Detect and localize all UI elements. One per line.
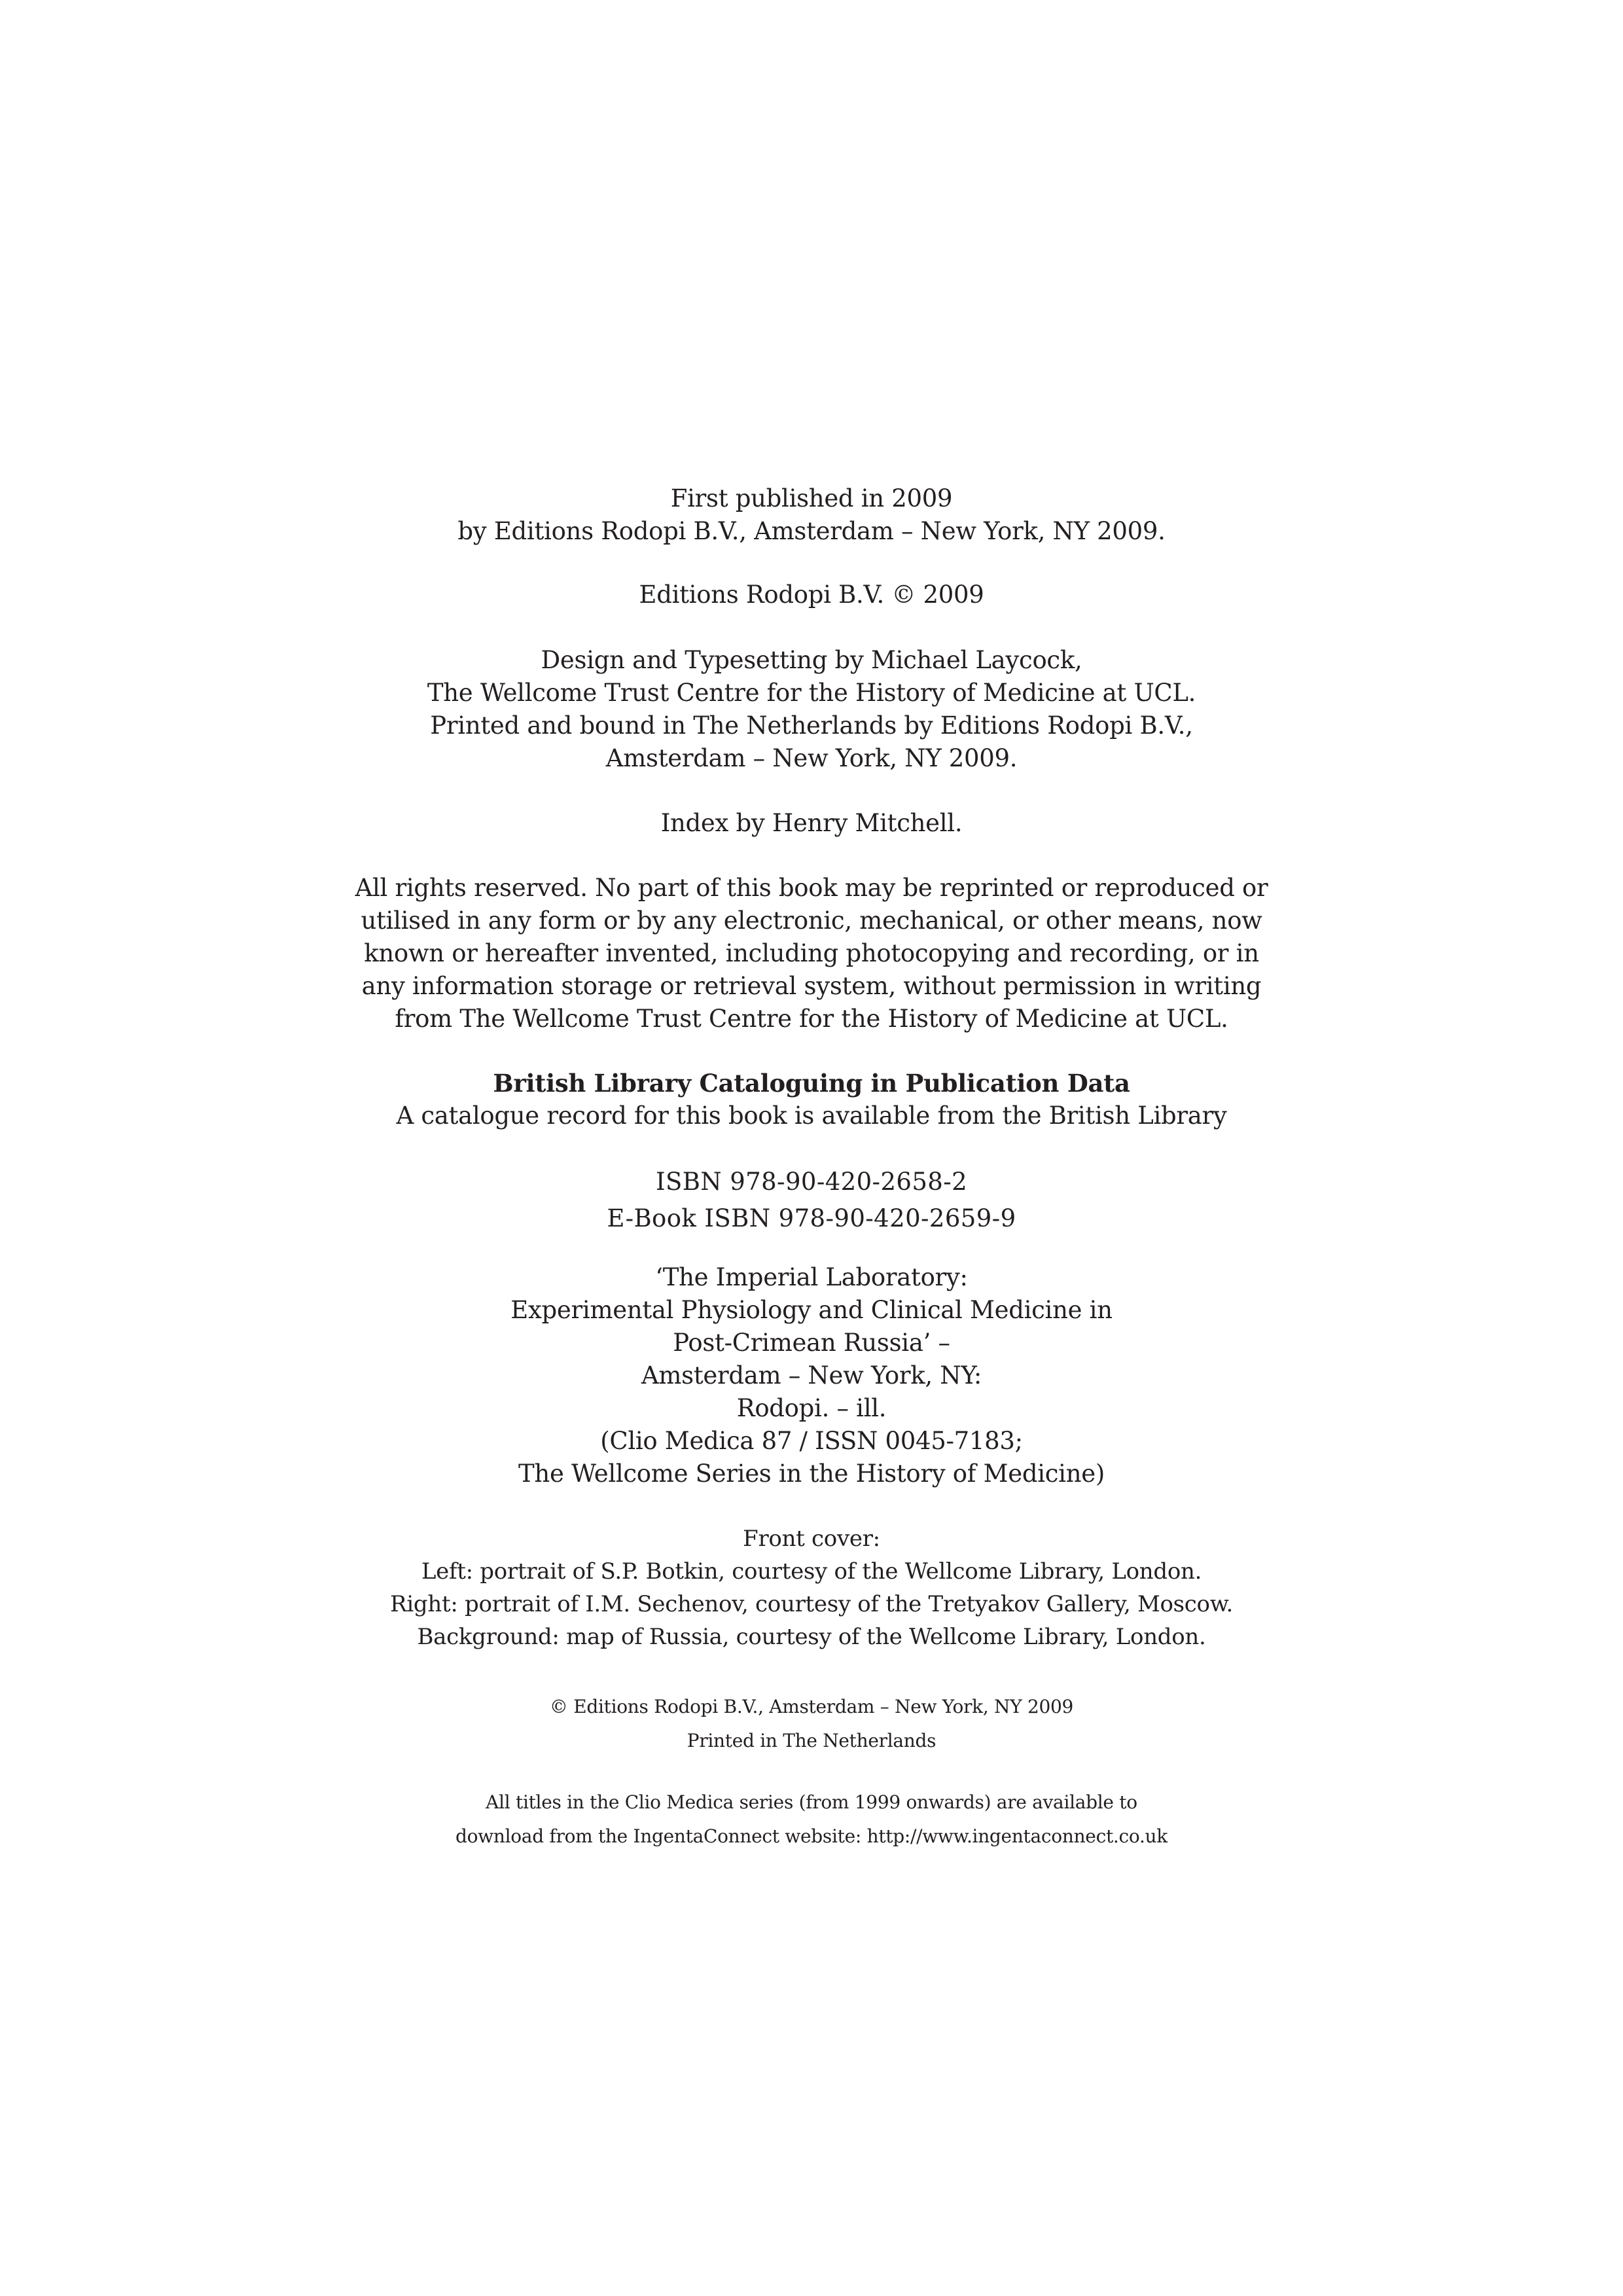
- front-cover-left-credit: Left: portrait of S.P. Botkin, courtesy of the Wellcome Library, London.: [421, 1558, 1202, 1585]
- rights-line: from The Wellcome Trust Centre for the History of Medicine at UCL.: [395, 1005, 1228, 1033]
- copyright-notice-block: [0, 579, 1623, 611]
- publisher-copyright-line: © Editions Rodopi B.V., Amsterdam – New York, NY 2009: [549, 1696, 1074, 1717]
- design-typesetting-block: [0, 644, 1623, 775]
- front-cover-heading: Front cover:: [743, 1526, 880, 1552]
- online-download-line: download from the IngentaConnect website: http://www.ingentaconnect.co.uk: [455, 1825, 1168, 1847]
- index-credit-block: [0, 807, 1623, 840]
- first-published-block: [0, 482, 1623, 548]
- publisher-location-line: by Editions Rodopi B.V., Amsterdam – New York, NY 2009.: [457, 517, 1166, 545]
- title-record-block: [0, 1261, 1623, 1490]
- title-record-line: The Wellcome Series in the History of Medicine): [518, 1460, 1105, 1488]
- printed-in-line: Printed in The Netherlands: [687, 1730, 936, 1751]
- front-cover-background-credit: Background: map of Russia, courtesy of the Wellcome Library, London.: [417, 1624, 1206, 1650]
- rights-line: known or hereafter invented, including photocopying and recording, or in: [364, 939, 1259, 967]
- isbn-print: ISBN 978-90-420-2658-2: [655, 1168, 968, 1196]
- printing-location-line: Amsterdam – New York, NY 2009.: [605, 744, 1018, 772]
- title-record-line: (Clio Medica 87 / ISSN 0045-7183;: [600, 1427, 1023, 1455]
- rights-line: utilised in any form or by any electronic, mechanical, or other means, now: [361, 906, 1262, 935]
- title-record-line: Post-Crimean Russia’ –: [673, 1329, 950, 1357]
- index-credit: Index by Henry Mitchell.: [660, 809, 963, 837]
- first-published-line: First published in 2009: [670, 484, 953, 512]
- isbn-block: [0, 1164, 1623, 1237]
- copyright-notice: Editions Rodopi B.V. © 2009: [639, 581, 984, 609]
- cataloguing-record-line: A catalogue record for this book is available from the British Library: [396, 1102, 1227, 1130]
- title-record-line: Rodopi. – ill.: [736, 1394, 887, 1422]
- title-record-line: Amsterdam – New York, NY:: [641, 1361, 982, 1390]
- design-credit-line: Design and Typesetting by Michael Laycock,: [541, 646, 1082, 674]
- isbn-ebook: E-Book ISBN 978-90-420-2659-9: [607, 1204, 1016, 1232]
- front-cover-credits-block: [0, 1522, 1623, 1653]
- rights-reserved-block: [0, 872, 1623, 1035]
- design-institution-line: The Wellcome Trust Centre for the History of Medicine at UCL.: [427, 679, 1196, 707]
- rights-line: any information storage or retrieval system, without permission in writing: [361, 972, 1262, 1000]
- front-cover-right-credit: Right: portrait of I.M. Sechenov, courtesy of the Tretyakov Gallery, Moscow.: [390, 1591, 1233, 1617]
- printing-credit-line: Printed and bound in The Netherlands by Editions Rodopi B.V.,: [430, 711, 1193, 740]
- title-record-line: Experimental Physiology and Clinical Medicine in: [510, 1296, 1113, 1324]
- rights-line: All rights reserved. No part of this book may be reprinted or reproduced or: [355, 874, 1268, 902]
- title-record-line: ‘The Imperial Laboratory:: [655, 1263, 968, 1291]
- cataloguing-heading: British Library Cataloguing in Publication Data: [493, 1069, 1130, 1098]
- cataloguing-data-block: [0, 1067, 1623, 1132]
- publisher-imprint-block: [0, 1690, 1623, 1758]
- online-availability-line: All titles in the Clio Medica series (from 1999 onwards) are available to: [486, 1791, 1137, 1813]
- online-availability-block: [0, 1785, 1623, 1854]
